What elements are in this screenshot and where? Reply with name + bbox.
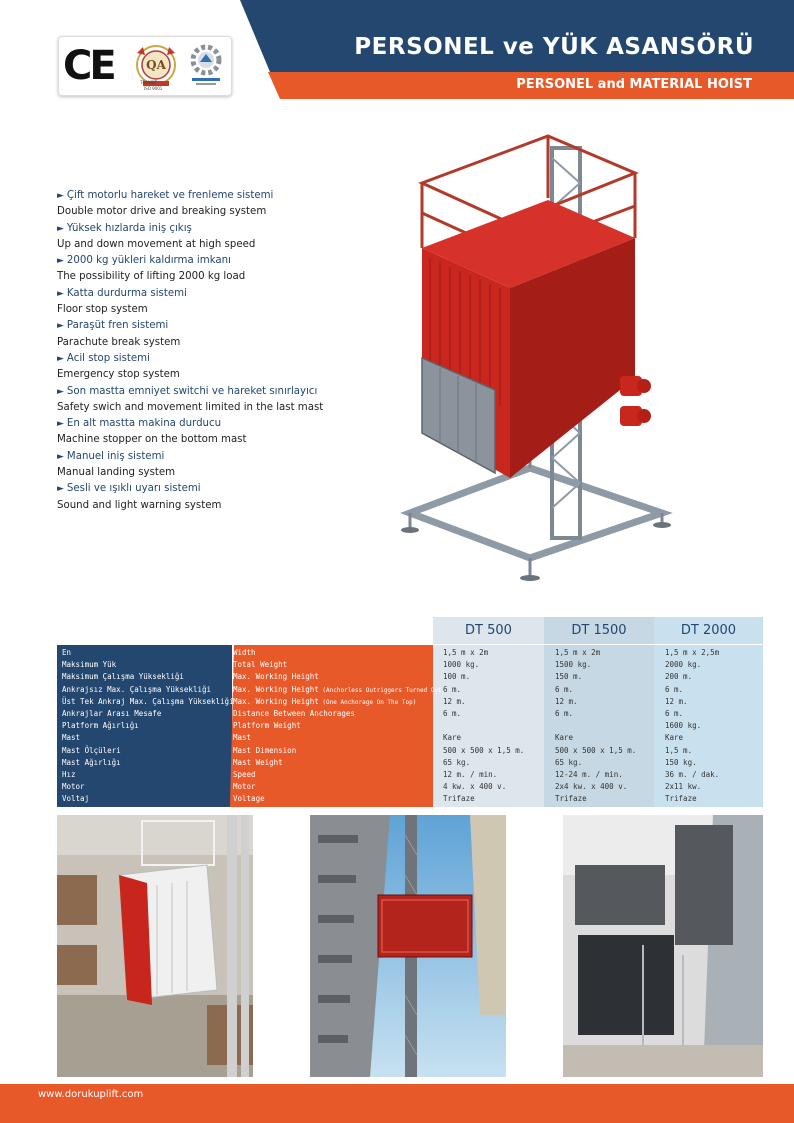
- certification-logos: [58, 36, 232, 96]
- feature-en: Manual landing system: [57, 467, 176, 479]
- spec-label-en: Distance Between Anchorages: [233, 708, 355, 718]
- spec-label-tr: Mast Ağırlığı: [62, 757, 121, 767]
- feature-tr: ► Paraşüt fren sistemi: [57, 320, 169, 332]
- arrow-right-icon: ►: [57, 353, 64, 364]
- arrow-right-icon: ►: [57, 386, 64, 397]
- feature-en: Safety swich and movement limited in the last mast: [57, 401, 324, 413]
- spec-label-en: Max. Working Height: [233, 672, 319, 682]
- feature-tr: ► Sesli ve ışıklı uyarı sistemi: [57, 483, 201, 495]
- spec-label-tr: Maksimum Yük: [62, 660, 117, 670]
- spec-label-en: Width: [233, 648, 256, 657]
- spec-label-en: Mast Dimension: [233, 745, 297, 755]
- spec-label-tr: En: [62, 648, 72, 657]
- spec-value: 150 kg.: [665, 757, 697, 767]
- spec-value: Trifaze: [443, 794, 475, 804]
- spec-label-tr: Ankrajsız Max. Çalışma Yüksekliği: [62, 684, 212, 694]
- feature-tr: ► Manuel iniş sistemi: [57, 450, 165, 462]
- arrow-right-icon: ►: [57, 223, 64, 234]
- spec-value: 1600 kg.: [665, 721, 702, 731]
- spec-value: 150 m.: [555, 672, 583, 682]
- spec-label-en: Total Weight: [233, 660, 288, 670]
- feature-tr: ► 2000 kg yükleri kaldırma imkanı: [57, 255, 231, 267]
- spec-label-tr: Ankrajlar Arası Mesafe: [62, 708, 162, 718]
- spec-value: Trifaze: [665, 794, 697, 804]
- spec-value: 2x4 kw. x 400 v.: [555, 782, 628, 792]
- spec-value: 1000 kg.: [443, 660, 480, 670]
- model-header-dt1500: DT 1500: [544, 617, 654, 644]
- spec-label-en: Max. Working Height (Anchorless Outriggers Turned Out): [233, 684, 446, 694]
- feature-tr: ► Son mastta emniyet switchi ve hareket sınırlayıcı: [57, 385, 318, 397]
- spec-value: 12-24 m. / min.: [555, 769, 623, 779]
- spec-value: 500 x 500 x 1,5 m.: [555, 745, 637, 755]
- arrow-right-icon: ►: [57, 256, 64, 267]
- spec-value: 1,5 m x 2,5m: [665, 648, 720, 657]
- site-photo-1: [57, 815, 253, 1077]
- feature-tr: ► Yüksek hızlarda iniş çıkış: [57, 222, 192, 234]
- spec-value: 1500 kg.: [555, 660, 592, 670]
- qa-year: ISO 9001: [144, 86, 163, 91]
- feature-en: Sound and light warning system: [57, 499, 222, 511]
- spec-label-tr: Hız: [62, 769, 76, 779]
- spec-value: 2x11 kw.: [665, 782, 702, 792]
- feature-tr: ► Çift motorlu hareket ve frenleme sistemi: [57, 190, 274, 201]
- spec-labels-en: [233, 647, 446, 805]
- spec-value: 2000 kg.: [665, 660, 702, 670]
- spec-value: 12 m.: [443, 696, 466, 706]
- feature-tr: ► Acil stop sistemi: [57, 352, 150, 364]
- spec-label-tr: Mast: [62, 733, 81, 743]
- gear-seal-icon: [184, 42, 228, 90]
- spec-value: 36 m. / dak.: [665, 769, 720, 779]
- spec-value: 65 kg.: [555, 757, 583, 767]
- arrow-right-icon: ►: [57, 419, 64, 430]
- page-subtitle: PERSONEL and MATERIAL HOIST: [516, 77, 752, 92]
- feature-en: The possibility of lifting 2000 kg load: [57, 271, 246, 283]
- spec-value: Trifaze: [555, 794, 587, 804]
- arrow-right-icon: ►: [57, 191, 64, 201]
- spec-label-tr: Platform Ağırlığı: [62, 721, 139, 731]
- feature-en: Parachute break system: [57, 336, 181, 348]
- spec-value: 6 m.: [665, 684, 684, 694]
- spec-value: 1,5 m x 2m: [555, 648, 601, 657]
- page-title: PERSONEL ve YÜK ASANSÖRÜ: [354, 34, 754, 60]
- spec-value: 65 kg.: [443, 757, 471, 767]
- spec-value: 1,5 m.: [665, 745, 693, 755]
- ce-mark: CE: [63, 43, 114, 89]
- spec-label-tr: Üst Tek Ankraj Max. Çalışma Yüksekliği: [62, 696, 234, 706]
- model-header-dt2000: DT 2000: [654, 617, 763, 644]
- feature-en: Emergency stop system: [57, 369, 180, 381]
- feature-en: Double motor drive and breaking system: [57, 206, 267, 218]
- svg-text:QA: QA: [146, 58, 166, 72]
- website-link[interactable]: www.dorukuplift.com: [38, 1089, 144, 1100]
- spec-values-dt2000: [665, 647, 762, 805]
- spec-label-en: Mast Weight: [233, 757, 283, 767]
- feature-list: [57, 188, 377, 514]
- arrow-right-icon: ►: [57, 288, 64, 299]
- spec-value: 12 m. / min.: [443, 769, 498, 779]
- qa-caption: TRANSIT: [140, 80, 157, 85]
- spec-value: 12 m.: [665, 696, 688, 706]
- spec-label-en: Speed: [233, 769, 256, 779]
- spec-value: 4 kw. x 400 v.: [443, 782, 507, 792]
- feature-tr: ► En alt mastta makina durducu: [57, 418, 222, 430]
- spec-value: 200 m.: [665, 672, 693, 682]
- model-header-dt500: DT 500: [433, 617, 544, 644]
- spec-value: 12 m.: [555, 696, 578, 706]
- arrow-right-icon: ►: [57, 484, 64, 495]
- spec-label-en: Motor: [233, 782, 256, 792]
- spec-label-tr: Voltaj: [62, 794, 90, 804]
- hoist-illustration: [400, 128, 680, 588]
- site-photo-3: [563, 815, 763, 1077]
- spec-value: 100 m.: [443, 672, 471, 682]
- feature-tr: ► Katta durdurma sistemi: [57, 287, 187, 299]
- spec-value: Kare: [555, 733, 574, 743]
- feature-en: Floor stop system: [57, 304, 148, 316]
- spec-value: 1,5 m x 2m: [443, 648, 489, 657]
- feature-en: Machine stopper on the bottom mast: [57, 434, 247, 446]
- feature-en: Up and down movement at high speed: [57, 238, 256, 250]
- spec-label-en: Platform Weight: [233, 721, 301, 731]
- arrow-right-icon: ►: [57, 321, 64, 332]
- spec-values-dt1500: [555, 647, 653, 805]
- spec-label-tr: Motor: [62, 782, 85, 792]
- spec-value: 6 m.: [443, 684, 462, 694]
- spec-value: [555, 720, 653, 732]
- spec-value: 500 x 500 x 1,5 m.: [443, 745, 525, 755]
- spec-value: [443, 720, 543, 732]
- spec-value: Kare: [665, 733, 684, 743]
- spec-value: 6 m.: [665, 708, 684, 718]
- spec-value: 6 m.: [443, 708, 462, 718]
- spec-label-tr: Maksimum Çalışma Yüksekliği: [62, 672, 184, 682]
- arrow-right-icon: ►: [57, 451, 64, 462]
- spec-label-tr: Mast Ölçüleri: [62, 745, 121, 755]
- spec-labels-tr: [62, 647, 234, 805]
- spec-value: Kare: [443, 733, 462, 743]
- spec-value: 6 m.: [555, 684, 574, 694]
- spec-label-en: Voltage: [233, 794, 265, 804]
- spec-values-dt500: [443, 647, 543, 805]
- spec-label-en: Mast: [233, 733, 252, 743]
- site-photo-2: [310, 815, 506, 1077]
- spec-label-en: Max. Working Height (One Anchorage On The Top): [233, 696, 417, 706]
- spec-value: 6 m.: [555, 708, 574, 718]
